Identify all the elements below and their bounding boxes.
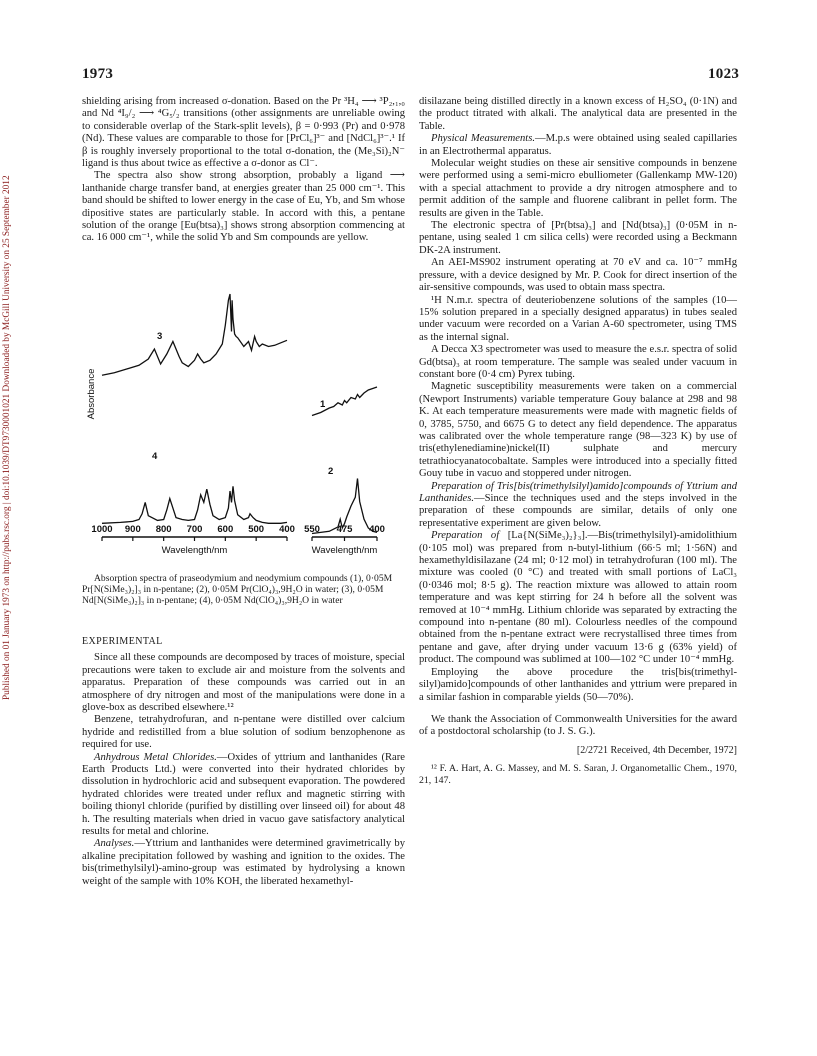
paragraph: Employing the above procedure the tris[bis(trimethyl-silyl)amido]compounds of other lanthanides and yttrium were prepared in a similar fashion in comparable yields (50—70%). xyxy=(419,666,737,703)
journal-year: 1973 xyxy=(82,66,114,82)
x-axis-label: Wavelength/nm xyxy=(311,544,378,556)
section-heading: EXPERIMENTAL xyxy=(82,635,163,647)
page-number: 1023 xyxy=(708,66,740,82)
paragraph: A Decca X3 spectrometer was used to measure the e.s.r. spectra of solid Gd(btsa)₃ at room temperature. The sample was sealed under vacuum in constant bore (0·4 cm) Pyrex tubing. xyxy=(419,344,737,380)
spectra-chart xyxy=(82,259,402,569)
paragraph: Preparation of Tris[bis(trimethylsilyl)amido]compounds of Yttrium and Lanthanides.—Since the techniques used and the steps involved in the preparation of these compounds are similar, details of only one representative experiment are given below. xyxy=(419,480,737,529)
curve-label: 3 xyxy=(157,330,163,342)
y-axis-label: Absorbance xyxy=(86,368,97,420)
acknowledgement: We thank the Association of Commonwealth Universities for the award of a postdoctoral scholarship (to J. S. G.). xyxy=(419,713,737,738)
curve-label: 1 xyxy=(320,398,326,410)
paragraph: ¹H N.m.r. spectra of deuteriobenzene solutions of the samples (10—15% solution prepared in a specially designed apparatus) in tubes sealed under vacuum were recorded on a Varian A-60 spectrometer, using TMS as the internal signal. xyxy=(419,294,737,343)
paragraph: Physical Measurements.—M.p.s were obtained using sealed capillaries in an Electrothermal apparatus. xyxy=(419,133,737,157)
spectrum-curve-3 xyxy=(102,294,287,375)
x-tick-label: 900 xyxy=(124,523,141,535)
paragraph: The electronic spectra of [Pr(btsa)₃] and [Nd(btsa)₃] (0·05M in n-pentane, using sealed 1 cm silica cells) were recorded using a Beckmann DK-2A instrument. xyxy=(419,220,737,256)
curve-label: 4 xyxy=(152,450,158,462)
paragraph: Analyses.—Yttrium and lanthanides were determined gravimetrically by alkaline precipitation followed by washing and ignition to the oxides. The bis(trimethylsilyl)-amino-group was estimated by hydrolysing a known weight of the sample with 10% KOH, the liberated hexamethyl- xyxy=(82,838,405,887)
paragraph: shielding arising from increased σ-donation. Based on the Pr ³H₄ ⟶ ³P₂,₁,₀ and Nd ⁴I₉/₂ ⟶ ⁴G₅/₂ transitions (other assignments are unreliable owing to considerable overlap of the Stark-split levels), β = 0·993 (Pr) and 0·978 (Nd). These values are comparable to those for [PrCl₆]³⁻ and [NdCl₆]³⁻.¹ If β is roughly inversely proportional to the total σ-donation, the (Me₃Si)₂N⁻ ligand is thus about twice as effective a σ-donor as Cl⁻. xyxy=(82,96,405,170)
paragraph-heading: Anhydrous Metal Chlorides. xyxy=(94,751,217,763)
paragraph: Anhydrous Metal Chlorides.—Oxides of yttrium and lanthanides (Rare Earth Products Ltd.) were converted into their hydrated chlorides by dissolution in hydrochloric acid and subsequent evaporation. The powdered hydrated chlorides were treated under reflux and magnetic stirring with boiling thionyl chloride (purified by distilling over linseed oil) for about 48 h. The resulting materials when dried in vacuo gave satisfactory analytical results for metal and chlorine. xyxy=(82,751,405,837)
paragraph: Molecular weight studies on these air sensitive compounds in benzene were performed using a semi-micro ebulliometer (Gallenkamp MW-120) with a special attachment to provide a dry nitrogen atmosphere and to permit addition of the sample and fluorene calibrant in pellet form. The results are given in the Table. xyxy=(419,158,737,219)
paragraph: Since all these compounds are decomposed by traces of moisture, special precautions were taken to exclude air and moisture from the solvents and apparatus. Preparation of these compounds was carried out in an atmosphere of dry nitrogen and most of the manipulations were done in a glove-box as described elsewhere.¹² xyxy=(82,652,405,713)
paragraph: Preparation of [La{N(SiMe₃)₂}₃].—Bis(trimethylsilyl)-amidolithium (0·105 mol) was prepared from n-butyl-lithium (66·5 ml; 1·56N) and hexamethyldisilazane (24 ml; 0·12 mol) in tetrahydrofuran (100 ml). The mixture was cooled (0 °C) and treated with small portions of LaCl₃ (0·0346 mol; 8·5 g). The reaction mixture was allowed to attain room temperature and was kept stirring for 24 h before all the solvent was removed at 10⁻⁴ mmHg. Lithium chloride was separated by extracting the compound into n-pentane (80 ml). Colourless needles of the compound obtained from the n-pentane extract were recrystallised three times from pentane and gave, after drying under vacuum 13·6 g (63% yield) of product. The compound was sublimed at 100—102 °C under 10⁻⁴ mmHg. xyxy=(419,530,737,666)
figure-caption: Absorption spectra of praseodymium and neodymium compounds (1), 0·05M Pr[N(SiMe₃)₂]₃ in n-pentane; (2), 0·05M Pr(ClO₄)₃,9H₂O in water; (3), 0·05M Nd[N(SiMe₃)₂]₃ in n-pentane; (4), 0·05M Nd(ClO₄)₃,9H₂O in water xyxy=(82,572,393,606)
side-watermark: Published on 01 January 1973 on http://pubs.rsc.org | doi:10.1039/DT9730001021 Downloaded by McGill University on 25 September 2012 xyxy=(2,175,12,700)
x-tick-label: 550 xyxy=(304,523,320,535)
x-tick-label: 475 xyxy=(336,523,353,535)
right-column xyxy=(419,96,737,786)
reference: ¹² F. A. Hart, A. G. Massey, and M. S. Saran, J. Organometallic Chem., 1970, 21, 147. xyxy=(419,763,737,786)
spectrum-curve-4 xyxy=(102,486,287,523)
paragraph-heading: Analyses. xyxy=(94,838,135,850)
left-column xyxy=(82,96,405,888)
curve-label: 2 xyxy=(328,465,334,477)
x-tick-label: 700 xyxy=(186,523,203,535)
received-date: [2/2721 Received, 4th December, 1972] xyxy=(576,744,737,756)
x-axis-label: Wavelength/nm xyxy=(161,544,228,556)
x-tick-label: 600 xyxy=(217,523,234,535)
x-tick-label: 800 xyxy=(155,523,172,535)
paragraph-heading: Physical Measurements. xyxy=(431,133,535,145)
paragraph: Magnetic susceptibility measurements were taken on a commercial (Newport Instruments) variable temperature Gouy balance at 298 and 98 K. At each temperature measurements were made with magnetic fields of 0, 3785, 5750, and 6675 G to detect any field dependence. The apparatus was calibrated over the whole temperature range (98—323 K) by use of tris(ethylenediamine)nickel(II) sulphate and mercury tetrathiocyanatocobaltate. Samples were introduced into a specially fitted Gouy tube in vacuo and stoppered under nitrogen. xyxy=(419,381,737,480)
x-tick-label: 400 xyxy=(369,523,385,535)
paragraph: An AEI-MS902 instrument operating at 70 eV and ca. 10⁻⁷ mmHg pressure, with a device designed by Mr. P. Cook for direct insertion of the air-sensitive compounds, was used to obtain mass spectra. xyxy=(419,257,737,294)
paragraph: Benzene, tetrahydrofuran, and n-pentane were distilled over calcium hydride and redistilled from a blue solution of sodium benzophenone as required for use. xyxy=(82,714,405,751)
paragraph: The spectra also show strong absorption, probably a ligand ⟶ lanthanide charge transfer band, at energies greater than 25 000 cm⁻¹. This band should be shifted to lower energy in the case of Eu, Yb, and Sm whose dipositive states are particularly stable. In accord with this, a pentane solution of the orange [Eu(btsa)₃] shows strong absorption commencing at ca. 16 000 cm⁻¹, while the solid Yb and Sm compounds are yellow. xyxy=(82,170,405,244)
x-tick-label: 1000 xyxy=(91,523,113,535)
paragraph-heading: Preparation of xyxy=(431,530,500,542)
x-tick-label: 400 xyxy=(279,523,295,535)
paragraph: disilazane being distilled directly in a known excess of H₂SO₄ (0·1N) and the product titrated with alkali. The analytical data are presented in the Table. xyxy=(419,96,737,132)
x-tick-label: 500 xyxy=(248,523,265,535)
paragraph-heading: Preparation of Tris[bis(trimethylsilyl)amido]compounds of Yttrium and Lanthanides. xyxy=(419,480,737,504)
spectra-figure xyxy=(82,259,402,569)
